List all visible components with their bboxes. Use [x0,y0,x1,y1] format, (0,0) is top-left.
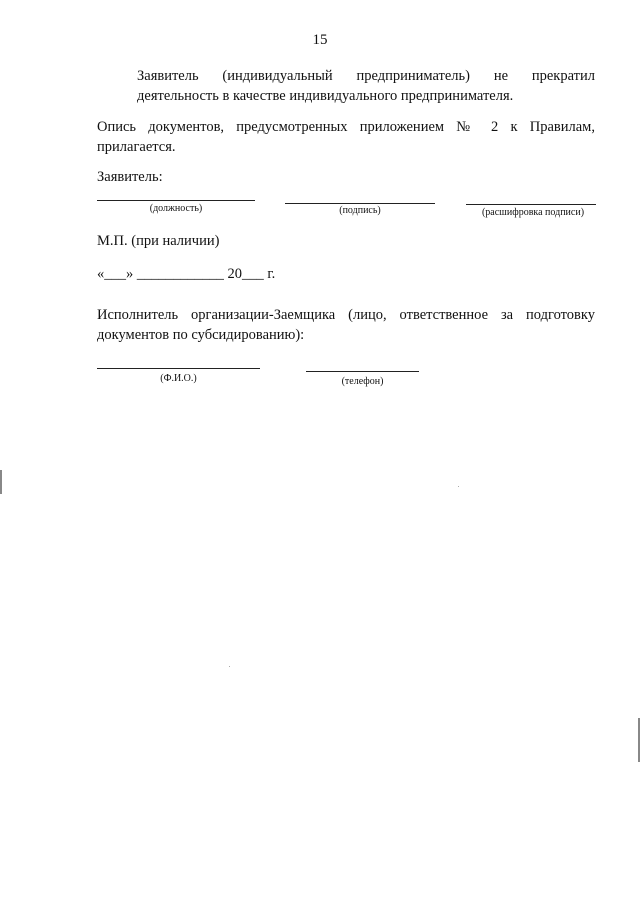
scan-dot [229,666,230,667]
page-number: 15 [312,32,328,48]
signature-line [285,203,435,204]
stamp-label: М.П. (при наличии) [97,233,220,249]
paragraph-documents-inventory [97,117,595,157]
decoding-caption: (расшифровка подписи) [481,207,585,218]
phone-caption: (телефон) [341,376,384,387]
position-caption: (должность) [149,203,203,214]
position-line [97,200,255,201]
scan-edge-mark-left [0,470,2,494]
paragraph-line: Опись документов, предусмотренных приложением № 2 к Правилам, [97,119,595,135]
signature-caption: (подпись) [339,205,381,216]
paragraph-line: деятельность в качестве индивидуального предпринимателя. [137,88,514,104]
paragraph-line: прилагается. [97,139,176,155]
phone-line [306,371,419,372]
paragraph-line: документов по субсидированию): [97,327,305,343]
fio-caption: (Ф.И.О.) [160,373,197,384]
scan-dot [458,486,459,487]
paragraph-applicant-status [97,66,595,106]
fio-line [97,368,260,369]
paragraph-line: Исполнитель организации-Заемщика (лицо, ответственное за подготовку [97,307,595,323]
paragraph-line: Заявитель (индивидуальный предприниматель) не прекратил [137,68,595,84]
paragraph-executor [97,305,595,345]
applicant-label: Заявитель: [97,169,163,185]
date-line: «___» ____________ 20___ г. [97,266,276,282]
decoding-line [466,204,596,205]
